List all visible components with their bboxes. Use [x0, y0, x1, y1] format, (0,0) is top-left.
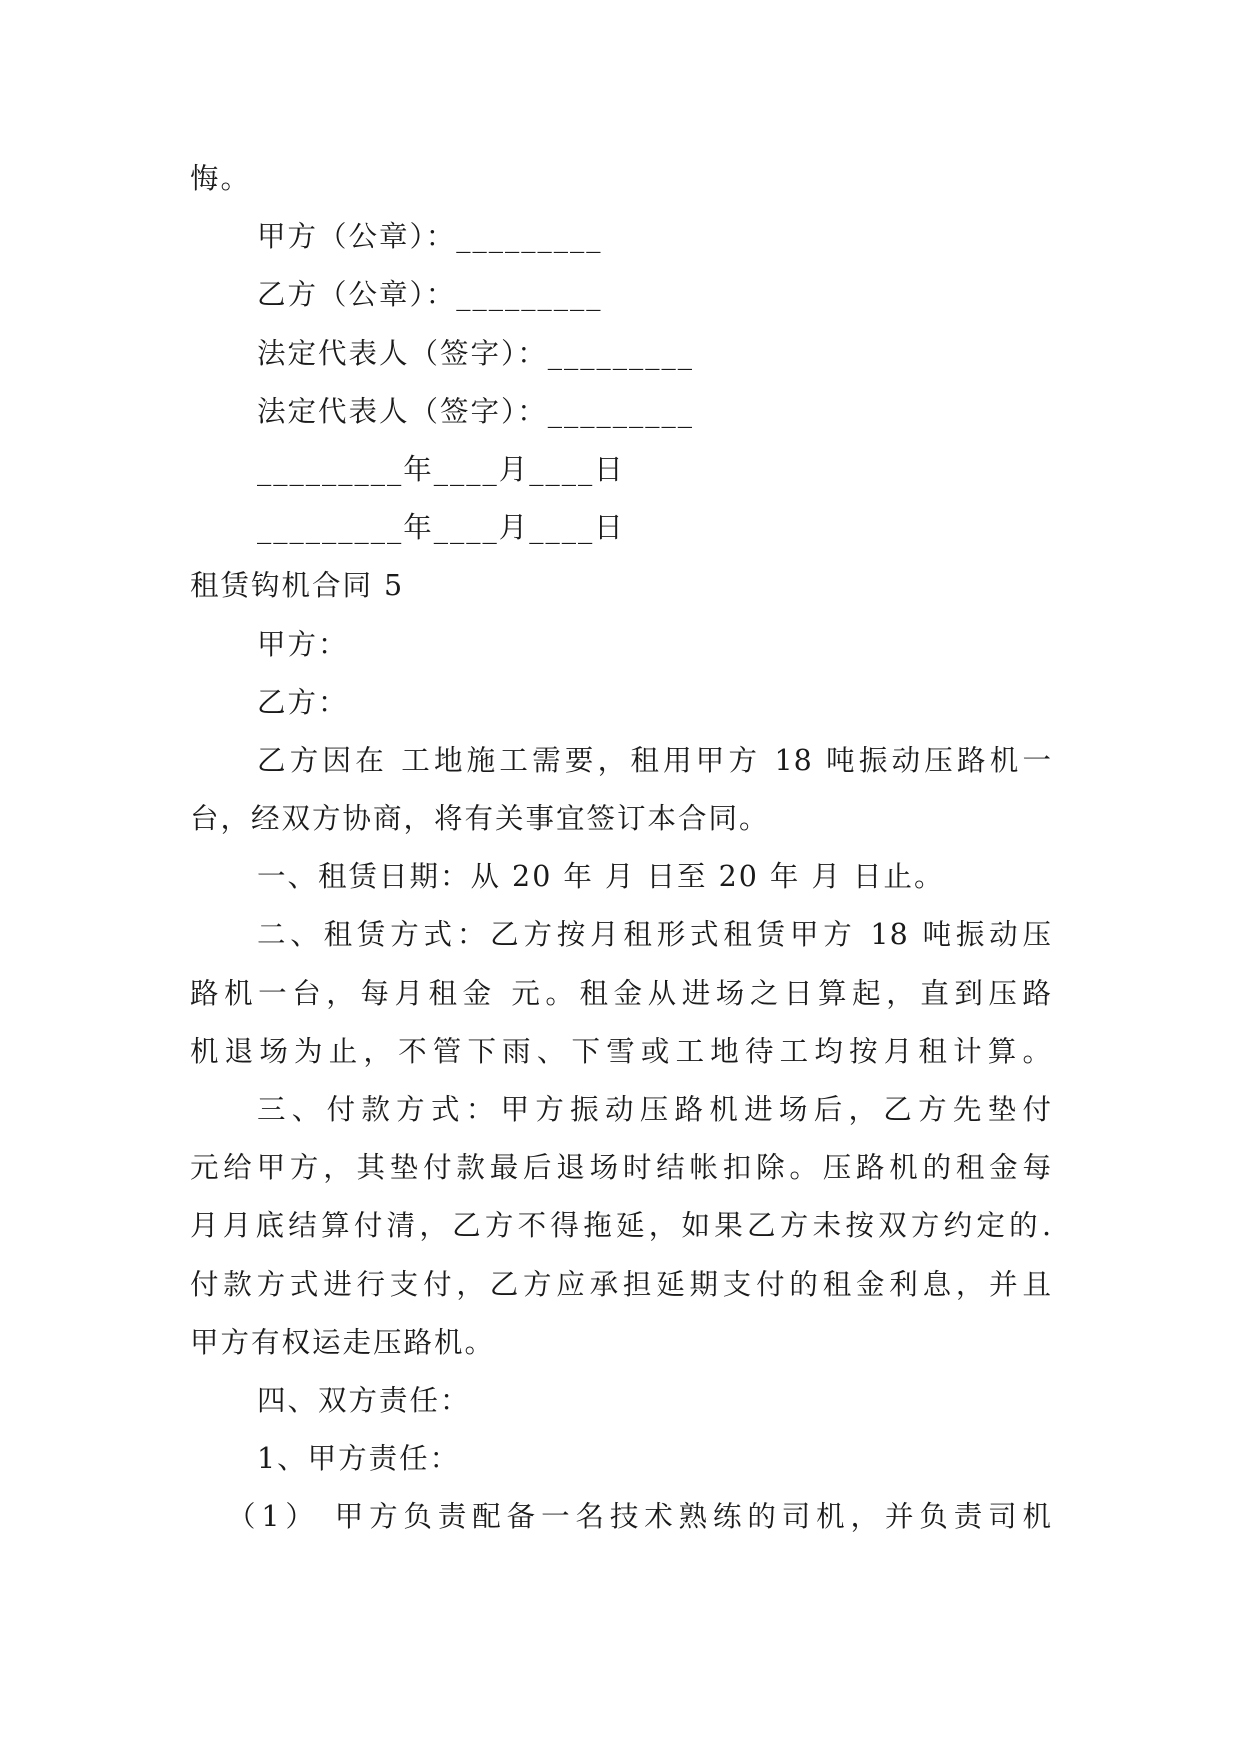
text-line: 甲方（公章）：_________ [257, 220, 603, 254]
text-line: （1） 甲方负责配备一名技术熟练的司机，并负责司机 [227, 1500, 1052, 1534]
text-line: 一、租赁日期：从 20 年 月 日至 20 年 月 日止。 [257, 860, 945, 894]
text-line: 乙方： [257, 685, 349, 719]
text-line: 元给甲方，其垫付款最后退场时结帐扣除。压路机的租金每 [190, 1151, 1052, 1185]
text-line: 法定代表人（签字）：_________ [257, 394, 695, 428]
text-line: 1、甲方责任： [257, 1442, 461, 1476]
text-line: 甲方有权运走压路机。 [190, 1325, 496, 1359]
text-line: 台，经双方协商，将有关事宜签订本合同。 [190, 802, 770, 836]
text-line: 甲方： [257, 627, 349, 661]
text-line: 法定代表人（签字）：_________ [257, 336, 695, 370]
text-line: 四、双方责任： [257, 1383, 471, 1417]
text-line: _________年____月____日 [257, 511, 625, 545]
text-line: 月月底结算付清，乙方不得拖延，如果乙方未按双方约定的. [190, 1209, 1052, 1243]
text-line: _________年____月____日 [257, 452, 625, 486]
text-line: 乙方（公章）：_________ [257, 278, 603, 312]
section-heading: 租赁钩机合同 5 [190, 569, 405, 603]
text-line: 付款方式进行支付，乙方应承担延期支付的租金利息，并且 [190, 1267, 1052, 1301]
text-line: 机退场为止，不管下雨、下雪或工地待工均按月租计算。 [190, 1034, 1052, 1068]
text-line: 悔。 [190, 162, 252, 195]
text-line: 路机一台，每月租金 元。租金从进场之日算起，直到压路 [190, 976, 1052, 1010]
document-page [190, 150, 1052, 1547]
text-line: 二、租赁方式：乙方按月租形式租赁甲方 18 吨振动压 [257, 918, 1052, 952]
text-line: 三、付款方式：甲方振动压路机进场后，乙方先垫付 [257, 1093, 1052, 1126]
text-line: 乙方因在 工地施工需要，租用甲方 18 吨振动压路机一 [257, 743, 1052, 777]
